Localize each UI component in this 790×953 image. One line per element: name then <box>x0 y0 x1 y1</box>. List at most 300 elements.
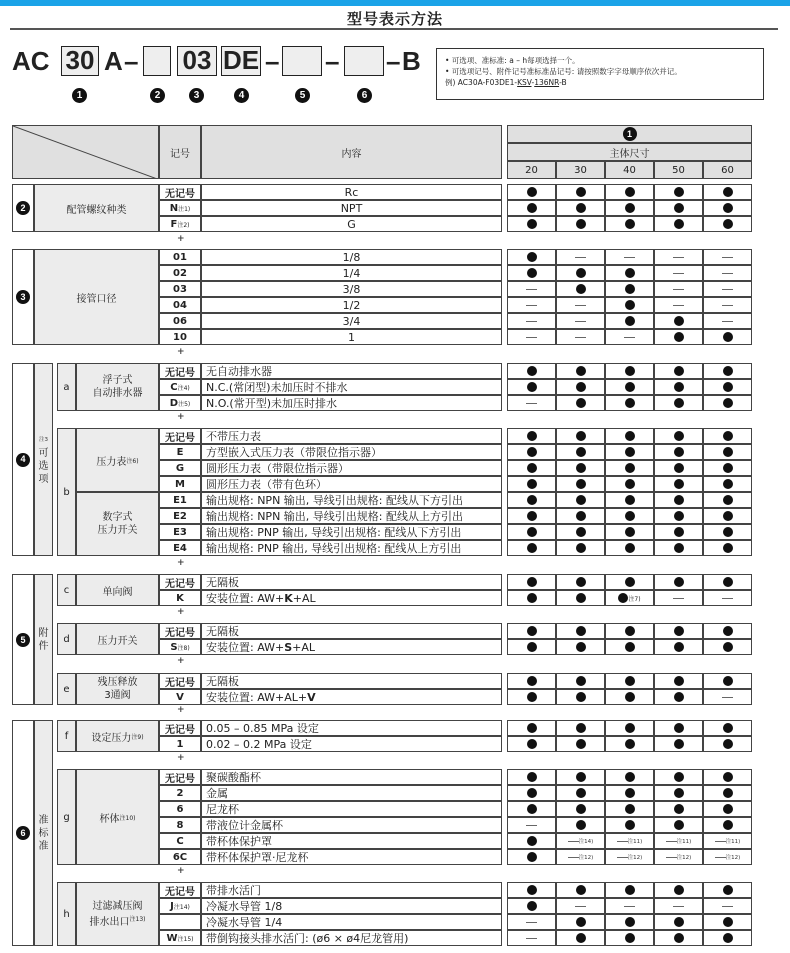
s6f-value <box>556 720 605 736</box>
s6g-value: 注11) <box>703 833 752 849</box>
available-dot <box>625 933 635 943</box>
available-dot <box>527 511 537 521</box>
sub-letter: e <box>57 673 76 705</box>
available-dot <box>625 284 635 294</box>
s6h-value <box>605 898 654 914</box>
available-dot <box>674 933 684 943</box>
s6g-content: 带杯体保护罩·尼龙杯 <box>201 849 502 865</box>
s4b-value <box>507 508 556 524</box>
s4b-value <box>605 476 654 492</box>
s6g-code: C <box>159 833 201 849</box>
s4b-content: 不带压力表 <box>201 428 502 444</box>
not-available-dash <box>575 305 586 306</box>
s5d-value <box>556 639 605 655</box>
s5c-value <box>556 590 605 606</box>
not-available-dash <box>722 598 733 599</box>
available-dot <box>527 804 537 814</box>
available-dot <box>625 316 635 326</box>
s4b-code: 无记号 <box>159 428 201 444</box>
s6h-value <box>605 882 654 898</box>
available-dot <box>625 804 635 814</box>
model-prefix: AC <box>12 46 50 76</box>
s4b-value <box>654 540 703 556</box>
available-dot <box>723 933 733 943</box>
sub-letter: g <box>57 769 76 865</box>
s6g-value <box>507 785 556 801</box>
plus-sign: + <box>177 607 185 617</box>
s2-value <box>703 200 752 216</box>
available-dot <box>625 398 635 408</box>
s4a-value <box>654 379 703 395</box>
available-dot <box>527 382 537 392</box>
s4b-value <box>556 508 605 524</box>
section-num <box>12 720 34 946</box>
not-available-dash <box>526 337 537 338</box>
available-dot <box>527 676 537 686</box>
available-dot <box>618 593 628 603</box>
s4b-code: E3 <box>159 524 201 540</box>
available-dot <box>723 804 733 814</box>
available-dot <box>674 788 684 798</box>
section-number-badge: 1 <box>623 127 637 141</box>
s4b-value <box>654 460 703 476</box>
s3-code: 04 <box>159 297 201 313</box>
available-dot <box>723 527 733 537</box>
s5c-value <box>605 574 654 590</box>
available-dot <box>674 219 684 229</box>
available-dot <box>625 577 635 587</box>
s5e-value <box>556 689 605 705</box>
available-dot <box>723 511 733 521</box>
s2-value <box>703 216 752 232</box>
s6h-value <box>654 882 703 898</box>
section-number-badge: 6 <box>16 826 30 840</box>
s3-code: 06 <box>159 313 201 329</box>
sub-letter: c <box>57 574 76 606</box>
available-dot <box>527 723 537 733</box>
model-suffix: B <box>402 46 421 76</box>
s4b-content: 圆形压力表（带限位指示器） <box>201 460 502 476</box>
s3-content: 1/4 <box>201 265 502 281</box>
s6g-value <box>507 833 556 849</box>
not-available-dash <box>673 273 684 274</box>
available-dot <box>674 479 684 489</box>
available-dot <box>576 479 586 489</box>
available-dot <box>527 495 537 505</box>
s4a-value <box>703 395 752 411</box>
s5c-value <box>654 590 703 606</box>
not-available-dash <box>568 857 579 858</box>
s4b-code: E4 <box>159 540 201 556</box>
sub-label: 单向阀 <box>76 574 159 606</box>
available-dot <box>576 463 586 473</box>
s3-content: 1 <box>201 329 502 345</box>
s5e-value <box>703 689 752 705</box>
available-dot <box>576 203 586 213</box>
s4a-content: 无自动排水器 <box>201 363 502 379</box>
header-size-30: 30 <box>556 161 605 179</box>
s2-code: F 注2) <box>159 216 201 232</box>
s5e-value <box>605 673 654 689</box>
s5e-value <box>605 689 654 705</box>
not-available-dash <box>715 857 726 858</box>
available-dot <box>527 431 537 441</box>
s4a-code: D 注5) <box>159 395 201 411</box>
s6h-value <box>703 898 752 914</box>
s3-value <box>654 313 703 329</box>
s3-value <box>703 265 752 281</box>
not-available-dash <box>673 289 684 290</box>
section-number-badge: 3 <box>16 290 30 304</box>
s4a-value <box>605 363 654 379</box>
s4b-content: 方型嵌入式压力表（带限位指示器） <box>201 444 502 460</box>
available-dot <box>576 398 586 408</box>
section-num <box>12 249 34 345</box>
s3-value <box>507 297 556 313</box>
available-dot <box>674 676 684 686</box>
header-size-20: 20 <box>507 161 556 179</box>
model-sep-2: – <box>265 46 280 76</box>
available-dot <box>674 366 684 376</box>
s6h-value <box>703 930 752 946</box>
s4b-code: E1 <box>159 492 201 508</box>
sub-label: 设定压力 注9) <box>76 720 159 752</box>
s3-value <box>605 249 654 265</box>
s4a-value <box>605 395 654 411</box>
available-dot <box>625 788 635 798</box>
available-dot <box>625 676 635 686</box>
s4b-value <box>654 428 703 444</box>
s3-value <box>556 265 605 281</box>
available-dot <box>576 219 586 229</box>
available-dot <box>527 852 537 862</box>
header-content: 内容 <box>201 125 502 179</box>
s3-value <box>556 313 605 329</box>
s6g-value <box>703 769 752 785</box>
s5c-code: 无记号 <box>159 574 201 590</box>
available-dot <box>674 917 684 927</box>
s6g-value <box>605 769 654 785</box>
s4a-value <box>654 395 703 411</box>
not-available-dash <box>722 305 733 306</box>
model-accessory-box <box>282 46 322 76</box>
available-dot <box>674 804 684 814</box>
s6g-value <box>605 801 654 817</box>
available-dot <box>576 788 586 798</box>
available-dot <box>576 933 586 943</box>
s4a-value <box>556 395 605 411</box>
s4b-content: 圆形压力表（带有色环） <box>201 476 502 492</box>
s4a-code: C 注4) <box>159 379 201 395</box>
s6h-code: 无记号 <box>159 882 201 898</box>
header-size-40: 40 <box>605 161 654 179</box>
sub-letter: b <box>57 428 76 556</box>
s6g-value <box>507 817 556 833</box>
s6h-value <box>654 914 703 930</box>
s2-content: NPT <box>201 200 502 216</box>
s6g-value <box>654 817 703 833</box>
s4a-value <box>507 379 556 395</box>
available-dot <box>723 219 733 229</box>
s4b-value <box>605 492 654 508</box>
title-underline <box>10 28 778 30</box>
s6h-value <box>507 882 556 898</box>
not-available-dash <box>617 857 628 858</box>
available-dot <box>674 543 684 553</box>
s6g-code: 6C <box>159 849 201 865</box>
s6h-value <box>507 914 556 930</box>
s3-value <box>507 281 556 297</box>
s3-code: 02 <box>159 265 201 281</box>
s4b-value <box>654 476 703 492</box>
section-title: 配管螺纹种类 <box>34 184 159 232</box>
s6h-value <box>703 882 752 898</box>
s6g-value: 注14) <box>556 833 605 849</box>
available-dot <box>576 527 586 537</box>
s4a-value <box>507 395 556 411</box>
available-dot <box>576 543 586 553</box>
s3-code: 03 <box>159 281 201 297</box>
model-sep-4: – <box>386 46 401 76</box>
s2-value <box>703 184 752 200</box>
available-dot <box>527 836 537 846</box>
note-line-2: • 可选项记号、附件记号准标准品记号: 请按照数字字母顺序依次并记。 <box>445 67 682 76</box>
s6h-content: 冷凝水导管 1/4 <box>201 914 502 930</box>
available-dot <box>527 219 537 229</box>
diagonal-line <box>13 126 159 179</box>
note-example: 例) AC30A-F03DE1-KSV-136NR-B <box>445 78 567 87</box>
available-dot <box>674 692 684 702</box>
not-available-dash <box>666 857 677 858</box>
section-num <box>12 574 34 705</box>
available-dot <box>625 382 635 392</box>
s4a-value <box>654 363 703 379</box>
s5d-value <box>703 623 752 639</box>
available-dot <box>576 268 586 278</box>
not-available-dash <box>722 321 733 322</box>
s5e-value <box>703 673 752 689</box>
s3-value <box>507 265 556 281</box>
available-dot <box>576 382 586 392</box>
s4b-value <box>703 492 752 508</box>
available-dot <box>625 447 635 457</box>
s5c-value <box>556 574 605 590</box>
label-6: 6 <box>357 88 372 103</box>
available-dot <box>674 527 684 537</box>
not-available-dash <box>526 321 537 322</box>
s5d-content: 无隔板 <box>201 623 502 639</box>
s4b-value <box>605 444 654 460</box>
s4a-value <box>703 379 752 395</box>
available-dot <box>674 772 684 782</box>
s3-value <box>654 249 703 265</box>
s2-value <box>556 184 605 200</box>
s6g-code: 6 <box>159 801 201 817</box>
available-dot <box>625 626 635 636</box>
available-dot <box>674 187 684 197</box>
sub-label: 压力表 注6) <box>76 428 159 492</box>
label-2: 2 <box>150 88 165 103</box>
available-dot <box>527 527 537 537</box>
s5c-value <box>507 590 556 606</box>
model-a: A <box>104 46 123 76</box>
available-dot <box>576 593 586 603</box>
available-dot <box>576 495 586 505</box>
s6h-value <box>556 930 605 946</box>
available-dot <box>674 332 684 342</box>
available-dot <box>625 463 635 473</box>
s6g-value <box>507 769 556 785</box>
s3-value <box>703 297 752 313</box>
available-dot <box>674 626 684 636</box>
not-available-dash <box>624 337 635 338</box>
section-num <box>12 363 34 556</box>
s3-value <box>605 313 654 329</box>
available-dot <box>625 479 635 489</box>
s6g-value <box>654 801 703 817</box>
not-available-dash <box>715 841 726 842</box>
available-dot <box>527 885 537 895</box>
available-dot <box>723 885 733 895</box>
not-available-dash <box>666 841 677 842</box>
section-number-badge: 2 <box>16 201 30 215</box>
not-available-dash <box>722 273 733 274</box>
available-dot <box>625 187 635 197</box>
not-available-dash <box>526 403 537 404</box>
s2-value <box>507 184 556 200</box>
s4a-value <box>703 363 752 379</box>
s3-value <box>507 249 556 265</box>
available-dot <box>625 692 635 702</box>
s6f-value <box>703 720 752 736</box>
s4b-code: E2 <box>159 508 201 524</box>
available-dot <box>723 463 733 473</box>
available-dot <box>527 366 537 376</box>
available-dot <box>576 772 586 782</box>
s4b-value <box>507 476 556 492</box>
model-thread-box <box>143 46 171 76</box>
available-dot <box>527 463 537 473</box>
s4b-value <box>556 428 605 444</box>
s4a-value <box>507 363 556 379</box>
s4b-value <box>507 524 556 540</box>
s5d-value <box>507 623 556 639</box>
s2-content: Rc <box>201 184 502 200</box>
s5d-content: 安装位置: AW+ S +AL <box>201 639 502 655</box>
s6h-value <box>654 930 703 946</box>
s4b-value <box>654 524 703 540</box>
available-dot <box>674 577 684 587</box>
s3-content: 3/4 <box>201 313 502 329</box>
s4b-code: E <box>159 444 201 460</box>
s6g-value: 注11) <box>654 833 703 849</box>
not-available-dash <box>617 841 628 842</box>
s4b-value <box>703 428 752 444</box>
available-dot <box>527 252 537 262</box>
note-line-1: • 可选项、准标准: a – h每项选择一个。 <box>445 56 580 65</box>
s6h-content: 带倒钩接头排水活门: (ø6 × ø4尼龙管用) <box>201 930 502 946</box>
available-dot <box>723 676 733 686</box>
available-dot <box>674 723 684 733</box>
s6h-value <box>507 898 556 914</box>
available-dot <box>576 804 586 814</box>
s6f-value <box>654 720 703 736</box>
sub-label: 压力开关 <box>76 623 159 655</box>
plus-sign: + <box>177 558 185 568</box>
s5d-value <box>703 639 752 655</box>
available-dot <box>723 543 733 553</box>
s5d-value <box>507 639 556 655</box>
s6f-value <box>703 736 752 752</box>
available-dot <box>723 577 733 587</box>
s6h-value <box>556 914 605 930</box>
available-dot <box>674 447 684 457</box>
s3-value <box>703 329 752 345</box>
available-dot <box>723 626 733 636</box>
s6g-value <box>556 817 605 833</box>
section-title: 准 标 准 <box>34 720 53 946</box>
model-note-box <box>436 48 764 100</box>
available-dot <box>723 431 733 441</box>
available-dot <box>576 917 586 927</box>
s5e-value <box>556 673 605 689</box>
s5c-value <box>703 590 752 606</box>
s4a-content: N.O.(常开型)未加压时排水 <box>201 395 502 411</box>
not-available-dash <box>624 257 635 258</box>
s5d-value <box>654 623 703 639</box>
available-dot <box>576 885 586 895</box>
s4a-value <box>556 379 605 395</box>
s5c-content: 无隔板 <box>201 574 502 590</box>
s6h-value <box>605 914 654 930</box>
available-dot <box>723 495 733 505</box>
s6g-value: 注12) <box>556 849 605 865</box>
s3-value <box>605 265 654 281</box>
available-dot <box>674 398 684 408</box>
not-available-dash <box>575 257 586 258</box>
model-size-box: 30 <box>61 46 99 76</box>
s6g-content: 带杯体保护罩 <box>201 833 502 849</box>
available-dot <box>527 739 537 749</box>
s4b-value <box>507 492 556 508</box>
not-available-dash <box>722 906 733 907</box>
available-dot <box>723 642 733 652</box>
s3-content: 1/2 <box>201 297 502 313</box>
s6f-content: 0.02 – 0.2 MPa 设定 <box>201 736 502 752</box>
s4b-code: M <box>159 476 201 492</box>
not-available-dash <box>526 825 537 826</box>
header-num <box>507 125 752 143</box>
available-dot <box>625 511 635 521</box>
available-dot <box>576 366 586 376</box>
available-dot <box>625 300 635 310</box>
plus-sign: + <box>177 866 185 876</box>
available-dot <box>674 885 684 895</box>
s5e-code: 无记号 <box>159 673 201 689</box>
s5d-code: 无记号 <box>159 623 201 639</box>
s3-value <box>703 281 752 297</box>
not-available-dash <box>722 697 733 698</box>
s2-value <box>556 200 605 216</box>
s6g-code: 8 <box>159 817 201 833</box>
s6h-value <box>703 914 752 930</box>
available-dot <box>625 723 635 733</box>
plus-sign: + <box>177 656 185 666</box>
s3-value <box>703 313 752 329</box>
s2-code: N 注1) <box>159 200 201 216</box>
s2-code: 无记号 <box>159 184 201 200</box>
not-available-dash <box>575 321 586 322</box>
